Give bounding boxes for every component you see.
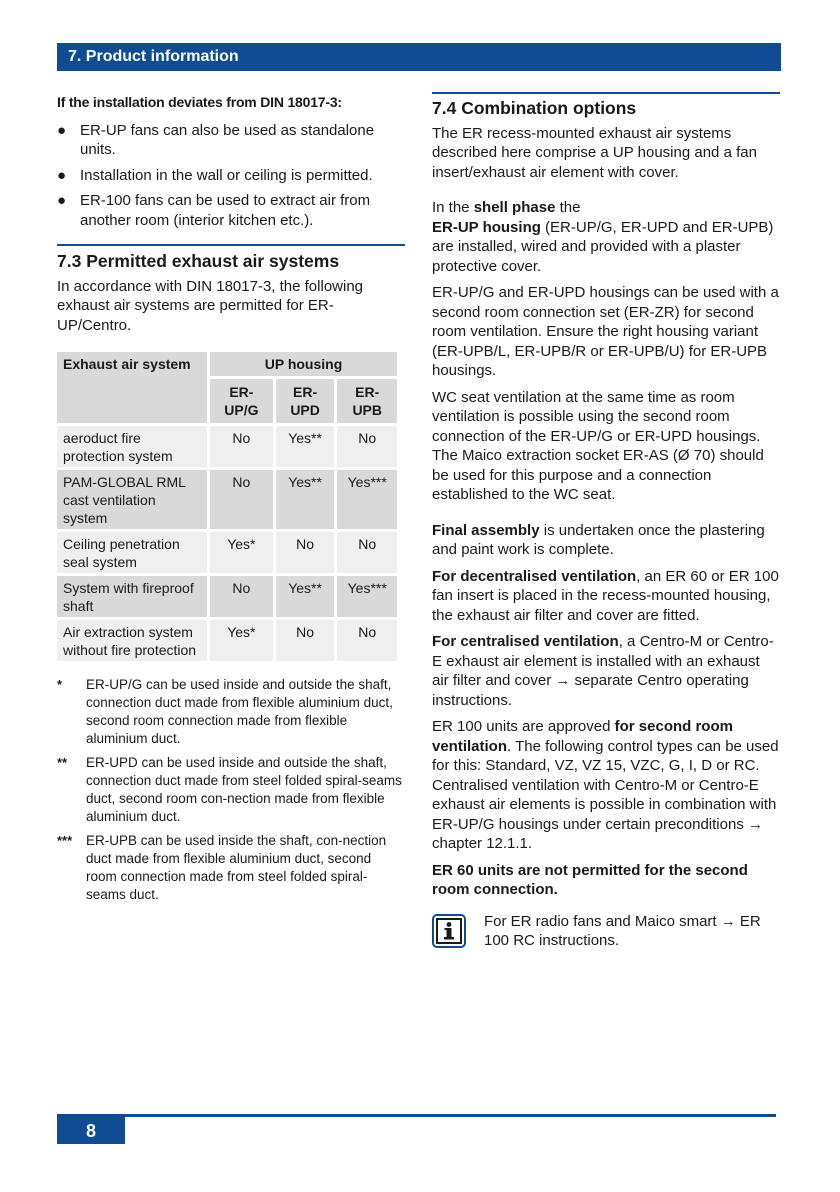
footnote <box>57 832 405 904</box>
bullet-icon: ● <box>57 121 67 139</box>
info-icon <box>432 914 466 948</box>
footnote <box>57 676 405 748</box>
footnote-text: ER-UPD can be used inside and outside the shaft, connection duct made from steel folded spiral-seams duct, second room con-nection made from flexible aluminium duct. <box>86 755 402 824</box>
left-column <box>57 93 405 910</box>
section-title-7-4: 7.4 Combination options <box>432 98 637 118</box>
paragraph-wc-ventilation: WC seat ventilation at the same time as room ventilation is possible using the second room connection of the ER-UP/G or ER-UPD housings. The Maico extraction socket ER-AS (Ø 70) should be used for this purpose and a connection established to the WC seat. <box>432 388 764 503</box>
paragraph-second-room-set: ER-UP/G and ER-UPD housings can be used with a second room connection set (ER-ZR) for second room ventilation. Ensure the right housing variant (ER-UPB/L, ER-UPB/R or ER-UPB/U) for ER-UPB housings. <box>432 284 779 379</box>
deviation-list <box>57 121 405 231</box>
info-note <box>432 912 780 951</box>
footnote-mark: * <box>57 677 63 692</box>
list-item: ● Installation in the wall or ceiling is permitted. <box>57 166 373 184</box>
table-header-up-housing: UP housing <box>210 352 397 376</box>
table-header-exhaust-system: Exhaust air system <box>57 352 207 423</box>
info-text: For ER radio fans and Maico smart → ER 100 RC instructions. <box>484 912 761 949</box>
section-header-bar <box>57 43 781 71</box>
table-row: PAM-GLOBAL RML cast ventilation system No Yes** Yes*** <box>57 470 397 529</box>
footnote-mark: *** <box>57 833 73 848</box>
table-row: Air extraction system without fire protection Yes* No No <box>57 620 397 661</box>
paragraph-shell-phase: In the shell phase the ER-UP housing (ER-UP/G, ER-UPD and ER-UPB) are installed, wired and provided with a plaster protective cover. <box>432 199 774 275</box>
section-divider <box>432 92 780 94</box>
page-number: 8 <box>57 1117 125 1144</box>
footnote-text: ER-UPB can be used inside the shaft, con-nection duct made from flexible aluminium duct, second room connection made from steel folded spiral-seams duct. <box>86 833 387 902</box>
table-header-er-up-g: ER-UP/G <box>210 379 273 423</box>
paragraph-intro: The ER recess-mounted exhaust air systems described here comprise a UP housing and a fan insert/exhaust air element with cover. <box>432 124 757 181</box>
table-header-er-upb: ER-UPB <box>337 379 397 423</box>
footnote <box>57 754 405 826</box>
table-row: aeroduct fire protection system No Yes** No <box>57 426 397 467</box>
paragraph-second-room-approval: ER 100 units are approved for second room ventilation. The following control types can be used for this: Standard, VZ, VZ 15, VZC, G, I, D or RC. Centralised ventilation with Centro-M or Centro-E exhaust air elements is possible in combination with ER-UP/G housings under certain preconditions → chapter 12.1.1. <box>432 718 779 852</box>
paragraph-er60-warning: ER 60 units are not permitted for the second room connection. <box>432 861 748 898</box>
exhaust-systems-table <box>54 349 400 664</box>
list-item: ● ER-100 fans can be used to extract air from another room (interior kitchen etc.). <box>57 192 371 229</box>
paragraph-decentralised: For decentralised ventilation, an ER 60 or ER 100 fan insert is placed in the recess-mounted housing, the exhaust air filter and cover are fitted. <box>432 567 779 624</box>
table-header-er-upd: ER-UPD <box>276 379 335 423</box>
section-divider <box>57 244 405 246</box>
section-header-title: 7. Product information <box>68 48 239 65</box>
deviation-intro: If the installation deviates from DIN 18017-3: <box>57 94 342 110</box>
footnote-mark: ** <box>57 755 68 770</box>
bullet-icon: ● <box>57 166 67 184</box>
section-title-7-3: 7.3 Permitted exhaust air systems <box>57 251 340 271</box>
footnote-text: ER-UP/G can be used inside and outside the shaft, connection duct made from flexible aluminium duct, second room connection made from flexible aluminium duct. <box>86 677 393 746</box>
list-item: ● ER-UP fans can also be used as standalone units. <box>57 121 375 158</box>
right-column <box>432 92 780 951</box>
table-footnotes <box>57 676 405 904</box>
table-row: System with fireproof shaft No Yes** Yes*** <box>57 576 397 617</box>
paragraph-centralised: For centralised ventilation, a Centro-M or Centro-E exhaust air element is installed with an exhaust air filter and cover → separate Centro operating instructions. <box>432 633 774 709</box>
table-row: Ceiling penetration seal system Yes* No No <box>57 532 397 573</box>
footer-rule <box>57 1114 776 1117</box>
bullet-icon: ● <box>57 192 67 209</box>
paragraph-final-assembly: Final assembly is undertaken once the plastering and paint work is complete. <box>432 521 765 558</box>
section-text-7-3: In accordance with DIN 18017-3, the following exhaust air systems are permitted for ER-UP/Centro. <box>57 277 364 334</box>
